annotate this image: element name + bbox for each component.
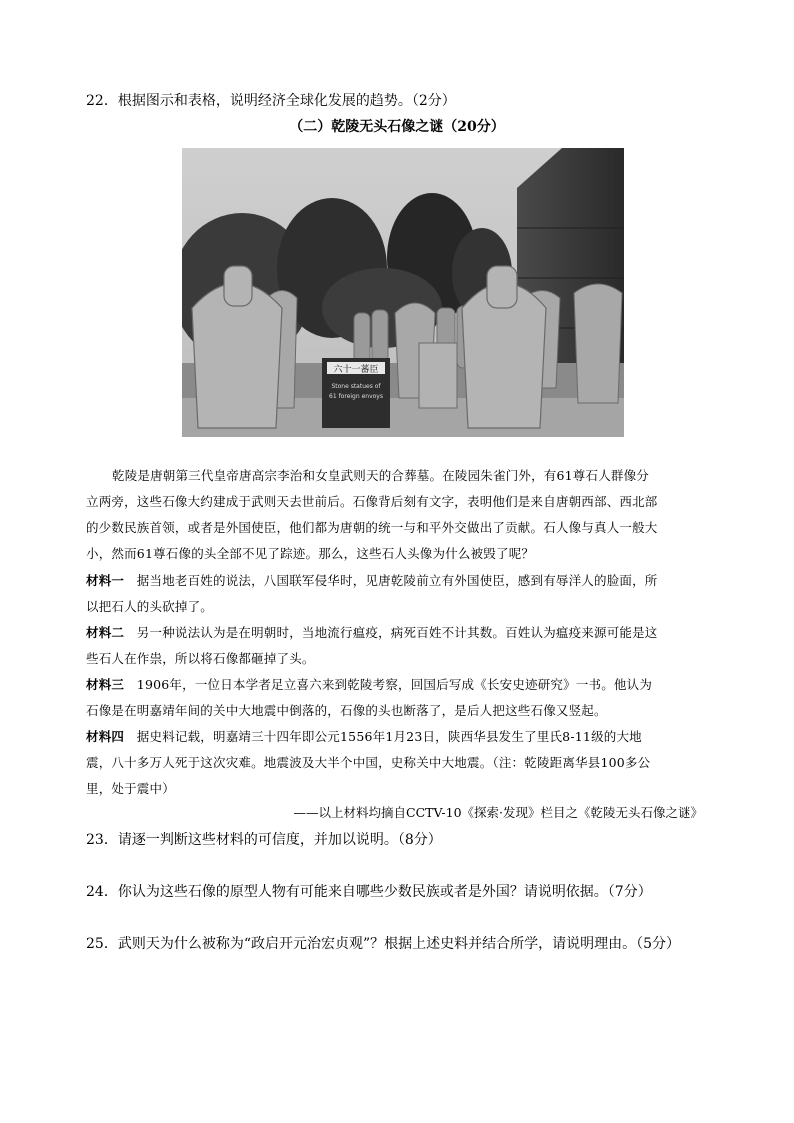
material-4: [86, 727, 642, 745]
material-label: 材料三: [86, 677, 125, 692]
material-label: 材料一: [86, 573, 125, 588]
plaque: [322, 358, 390, 428]
qianling-statues-photo: [182, 148, 624, 437]
material-4-cont-1: 震，八十多万人死于这次灾难。地震波及大半个中国，史称关中大地震。（注：乾陵距离华县100多公: [86, 755, 651, 770]
material-4-cont-2: 里，处于震中）: [86, 781, 175, 796]
question-23: 23．请逐一判断这些材料的可信度，并加以说明。（8分）: [86, 832, 442, 848]
plaque-title: 六十一蕃臣: [333, 365, 379, 375]
material-text: 1906年，一位日本学者足立喜六来到乾陵考察，回国后写成《长安史迹研究》一书。他认为: [124, 677, 653, 692]
material-label: 材料二: [86, 625, 125, 640]
material-label: 材料四: [86, 729, 125, 744]
plaque-sub1: Stone statues of: [331, 383, 381, 390]
section-title: （二）乾陵无头石像之谜（20分）: [289, 119, 505, 135]
material-2-cont: 些石人在作祟，所以将石像都砸掉了头。: [86, 651, 315, 666]
intro-line-1: 乾陵是唐朝第三代皇帝唐高宗李治和女皇武则天的合葬墓。在陵园朱雀门外，有61尊石人群像分: [112, 468, 650, 483]
question-24: 24．你认为这些石像的原型人物有可能来自哪些少数民族或者是外国？请说明依据。（7分）: [86, 884, 652, 900]
plaque-sub2: 61 foreign envoys: [329, 393, 383, 400]
material-text: 另一种说法认为是在明朝时，当地流行瘟疫，病死百姓不计其数。百姓认为瘟疫来源可能是这: [124, 625, 658, 640]
material-text: 据当地老百姓的说法，八国联军侵华时，见唐乾陵前立有外国使臣，感到有辱洋人的脸面，所: [124, 573, 658, 588]
material-3: [86, 675, 652, 693]
intro-line-2: 立两旁，这些石像大约建成于武则天去世前后。石像背后刻有文字，表明他们是来自唐朝西部、西北部: [86, 494, 658, 509]
material-2: [86, 623, 658, 641]
intro-line-3: 的少数民族首领，或者是外国使臣，他们都为唐朝的统一与和平外交做出了贡献。石人像与真人一般大: [86, 520, 658, 535]
material-3-cont: 石像是在明嘉靖年间的关中大地震中倒落的，石像的头也断落了，是后人把这些石像又竖起。: [86, 703, 607, 718]
source-attribution: ——以上材料均摘自CCTV-10《探索·发现》栏目之《乾陵无头石像之谜》: [293, 805, 703, 820]
question-25: 25．武则天为什么被称为“政启开元治宏贞观”？根据上述史料并结合所学，请说明理由。（5分）: [86, 936, 681, 952]
material-text: 据史料记载，明嘉靖三十四年即公元1556年1月23日，陕西华县发生了里氏8-11级的大地: [124, 729, 642, 744]
material-1-cont: 以把石人的头砍掉了。: [86, 599, 214, 614]
material-1: [86, 571, 658, 589]
question-22: 22．根据图示和表格，说明经济全球化发展的趋势。（2分）: [86, 93, 456, 109]
intro-line-4: 小，然而61尊石像的头全部不见了踪迹。那么，这些石人头像为什么被毁了呢？: [86, 546, 535, 561]
